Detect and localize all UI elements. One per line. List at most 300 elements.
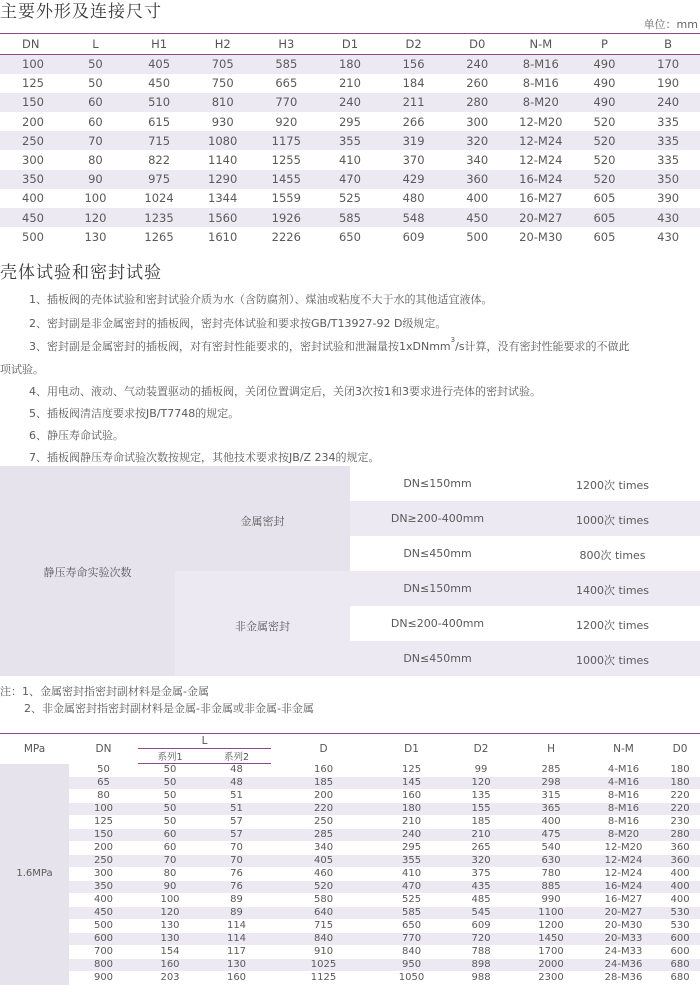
table-cell: 510 (127, 93, 191, 112)
table-row (0, 972, 700, 985)
col-header: D2 (382, 34, 446, 55)
table-cell: 490 (573, 55, 637, 74)
life-test-row: DN≤150mm 1400次 times (350, 571, 700, 606)
table-cell: 600 (69, 933, 138, 946)
table-cell: 220 (660, 803, 700, 816)
table-cell: 90 (64, 170, 128, 189)
pressure-cell: 1.6MPa (0, 764, 69, 985)
table-cell: 450 (445, 208, 509, 227)
table-cell: 1140 (191, 150, 255, 169)
table-cell: 430 (636, 208, 700, 227)
table-cell: 4-M16 (587, 777, 660, 790)
table-cell: 150 (69, 829, 138, 842)
table-cell: 600 (660, 933, 700, 946)
table-cell: 400 (445, 189, 509, 208)
note-item: 注：1、金属密封指密封副材料是金属-金属 (0, 685, 209, 698)
table-cell: 1024 (127, 189, 191, 208)
table-row (0, 933, 700, 946)
life-test-row: DN≤200-400mm 1200次 times (350, 606, 700, 641)
table-cell: 548 (382, 208, 446, 227)
section-title-dimensions: 主要外形及连接尺寸 (0, 2, 162, 22)
table-cell: 160 (376, 790, 447, 803)
table-cell: 585 (318, 208, 382, 227)
table-cell: 470 (318, 170, 382, 189)
metal-seal-cell: 金属密封 (175, 466, 350, 571)
table-cell: 12-M24 (587, 868, 660, 881)
table-cell: 8-M16 (509, 55, 573, 74)
table-cell: 125 (0, 74, 64, 93)
table-cell: 20-M27 (587, 907, 660, 920)
table-cell: 950 (376, 959, 447, 972)
table-cell: 200 (0, 112, 64, 131)
table-cell: 605 (573, 227, 637, 246)
table-cell: 160 (202, 972, 271, 985)
table-cell: 780 (515, 868, 587, 881)
table-cell: 650 (318, 227, 382, 246)
col-header-dn: DN (69, 734, 138, 764)
table-row (0, 777, 700, 790)
table-cell: 788 (447, 946, 515, 959)
table-cell: 350 (0, 170, 64, 189)
table-cell: 340 (271, 842, 376, 855)
table-cell: 250 (271, 816, 376, 829)
table-cell: 525 (318, 189, 382, 208)
table-row (0, 803, 700, 816)
col-header: H1 (127, 34, 191, 55)
table-cell: 545 (447, 907, 515, 920)
table-row (0, 764, 700, 777)
table-cell: 405 (127, 55, 191, 74)
table-cell: 1080 (191, 131, 255, 150)
table-cell: 920 (255, 112, 319, 131)
table-cell: 680 (660, 959, 700, 972)
table-cell: 210 (376, 816, 447, 829)
table-cell: 1265 (127, 227, 191, 246)
table-cell: 1700 (515, 946, 587, 959)
table-row (0, 189, 700, 208)
table-cell: 76 (202, 881, 271, 894)
table-cell: 705 (191, 55, 255, 74)
table-cell: 89 (202, 907, 271, 920)
life-test-row: DN≤150mm 1200次 times (350, 466, 700, 501)
table-cell: 800 (69, 959, 138, 972)
table-cell: 715 (271, 920, 376, 933)
table-cell: 130 (138, 920, 202, 933)
table-cell: 605 (573, 208, 637, 227)
table-cell: 665 (255, 74, 319, 93)
table-cell: 355 (376, 855, 447, 868)
table-cell: 120 (447, 777, 515, 790)
table-cell: 250 (69, 855, 138, 868)
table-cell: 200 (69, 842, 138, 855)
table-cell: 335 (636, 112, 700, 131)
table-cell: 24-M33 (587, 946, 660, 959)
table-cell: 240 (376, 829, 447, 842)
table-cell: 180 (660, 777, 700, 790)
requirement-item: 7、插板阀静压寿命试验次数按规定，其他技术要求按JB/Z 234的规定。 (29, 451, 380, 464)
table-cell: 50 (64, 74, 128, 93)
table-cell: 460 (271, 868, 376, 881)
table-cell: 840 (376, 946, 447, 959)
requirement-item: 2、密封副是非金属密封的插板阀，密封壳体试验和要求按GB/T13927-92 D级规定。 (29, 317, 447, 330)
table-cell: 400 (515, 816, 587, 829)
table-cell: 1255 (255, 150, 319, 169)
table-cell: 65 (69, 777, 138, 790)
table-cell: 1610 (191, 227, 255, 246)
table-cell: 720 (447, 933, 515, 946)
table-cell: 525 (376, 894, 447, 907)
table-cell: 840 (271, 933, 376, 946)
table-cell: 580 (271, 894, 376, 907)
table-cell: 184 (382, 74, 446, 93)
table-cell: 145 (376, 777, 447, 790)
table-cell: 1175 (255, 131, 319, 150)
table-cell: 680 (660, 972, 700, 985)
table-cell: 8-M16 (587, 803, 660, 816)
table-cell: 50 (138, 803, 202, 816)
table-cell: 295 (318, 112, 382, 131)
requirement-item-continued: 项试验。 (0, 363, 44, 376)
note-item: 2、非金属密封指密封副材料是金属-非金属或非金属-非金属 (24, 702, 314, 715)
table-cell: 50 (138, 764, 202, 777)
table-cell: 585 (255, 55, 319, 74)
col-header-d: D (271, 734, 376, 764)
table-cell: 230 (660, 816, 700, 829)
table-cell: 350 (636, 170, 700, 189)
table-cell: 300 (445, 112, 509, 131)
table-cell: 280 (660, 829, 700, 842)
table-cell: 1560 (191, 208, 255, 227)
table-cell: 180 (318, 55, 382, 74)
table-cell: 100 (69, 803, 138, 816)
table-cell: 1290 (191, 170, 255, 189)
table-cell: 285 (515, 764, 587, 777)
life-test-row: DN≤450mm 1000次 times (350, 641, 700, 676)
table-row (0, 868, 700, 881)
table-cell: 365 (515, 803, 587, 816)
table-cell: 520 (573, 112, 637, 131)
col-header-series1: 系列1 (138, 749, 202, 764)
table-cell: 20-M27 (509, 208, 573, 227)
section-title-tests: 壳体试验和密封试验 (0, 263, 162, 283)
table-cell: 12-M24 (509, 150, 573, 169)
table-cell: 60 (138, 842, 202, 855)
table-cell: 898 (447, 959, 515, 972)
table-cell: 250 (0, 131, 64, 150)
table-cell: 20-M30 (509, 227, 573, 246)
table-cell: 715 (127, 131, 191, 150)
table-cell: 2000 (515, 959, 587, 972)
table-cell: 2300 (515, 972, 587, 985)
table-cell: 1344 (191, 189, 255, 208)
col-header-h: H (515, 734, 587, 764)
table-cell: 28-M36 (587, 972, 660, 985)
table-cell: 240 (445, 55, 509, 74)
requirement-item: 4、用电动、液动、气动装置驱动的插板阀，关闭位置调定后，关闭3次按1和3要求进行壳体的密封试验。 (29, 385, 541, 398)
table-cell: 80 (138, 868, 202, 881)
table-cell: 1450 (515, 933, 587, 946)
table-cell: 300 (0, 150, 64, 169)
table-cell: 70 (202, 842, 271, 855)
table-cell: 180 (660, 764, 700, 777)
table-cell: 8-M16 (587, 790, 660, 803)
table-cell: 520 (573, 131, 637, 150)
table-cell: 70 (64, 131, 128, 150)
table-cell: 24-M36 (587, 959, 660, 972)
table-cell: 300 (69, 868, 138, 881)
col-header: H3 (255, 34, 319, 55)
table-cell: 315 (515, 790, 587, 803)
col-header-series2: 系列2 (202, 749, 271, 764)
table-cell: 50 (138, 790, 202, 803)
table-cell: 475 (515, 829, 587, 842)
table-cell: 609 (447, 920, 515, 933)
table-cell: 154 (138, 946, 202, 959)
col-header: N-M (509, 34, 573, 55)
table-cell: 12-M24 (509, 131, 573, 150)
table-cell: 1125 (271, 972, 376, 985)
table-cell: 160 (138, 959, 202, 972)
table-cell: 16-M27 (587, 894, 660, 907)
table-cell: 12-M20 (509, 112, 573, 131)
table-cell: 435 (447, 881, 515, 894)
table-row (0, 227, 700, 246)
table-cell: 12-M24 (587, 855, 660, 868)
table-cell: 135 (447, 790, 515, 803)
requirement-item: 3、密封副是金属密封的插板阀，对有密封性能要求的，密封试验和泄漏量按1xDNmm$^3$/s计算，没有密封性能要求的不做此 (29, 336, 630, 353)
requirement-item: 6、静压寿命试验。 (29, 429, 124, 442)
table-cell: 99 (447, 764, 515, 777)
table-cell: 1926 (255, 208, 319, 227)
table-row (0, 790, 700, 803)
table-cell: 520 (271, 881, 376, 894)
table-cell: 185 (447, 816, 515, 829)
table-cell: 500 (445, 227, 509, 246)
col-header: L (64, 34, 128, 55)
table-cell: 320 (447, 855, 515, 868)
table-cell: 76 (202, 868, 271, 881)
table-cell: 520 (573, 170, 637, 189)
table-cell: 520 (573, 150, 637, 169)
table-cell: 170 (636, 55, 700, 74)
col-header-nm: N-M (587, 734, 660, 764)
table-cell: 410 (318, 150, 382, 169)
table-cell: 1100 (515, 907, 587, 920)
table-cell: 375 (447, 868, 515, 881)
table-cell: 1235 (127, 208, 191, 227)
table-cell: 1200 (515, 920, 587, 933)
table-cell: 429 (382, 170, 446, 189)
table-cell: 430 (636, 227, 700, 246)
table-cell: 822 (127, 150, 191, 169)
col-header-d0: D0 (660, 734, 700, 764)
table-cell: 70 (202, 855, 271, 868)
table-row (0, 920, 700, 933)
requirement-item: 1、插板阀的壳体试验和密封试验介质为水（含防腐剂）、煤油或粘度不大于水的其他适宜液体。 (29, 293, 493, 306)
table-cell: 210 (447, 829, 515, 842)
table-cell: 16-M24 (509, 170, 573, 189)
col-header: DN (0, 34, 64, 55)
table-cell: 770 (376, 933, 447, 946)
life-test-label-cell: 静压寿命实验次数 (0, 466, 175, 676)
table-cell: 120 (64, 208, 128, 227)
table-cell: 410 (376, 868, 447, 881)
table-cell: 51 (202, 790, 271, 803)
table-row (0, 894, 700, 907)
table-cell: 585 (376, 907, 447, 920)
table-cell: 50 (138, 777, 202, 790)
dimensions-table (0, 33, 700, 246)
table3-header (0, 734, 700, 749)
table-cell: 298 (515, 777, 587, 790)
table-cell: 1025 (271, 959, 376, 972)
table-cell: 650 (376, 920, 447, 933)
table-cell: 605 (573, 189, 637, 208)
table-row (0, 131, 700, 150)
table-cell: 335 (636, 150, 700, 169)
table-cell: 480 (382, 189, 446, 208)
col-header-mpa: MPa (0, 734, 69, 764)
table-cell: 130 (64, 227, 128, 246)
table-cell: 500 (69, 920, 138, 933)
table-cell: 390 (636, 189, 700, 208)
table-cell: 220 (660, 790, 700, 803)
table-row (0, 816, 700, 829)
table-cell: 450 (0, 208, 64, 227)
col-header-d2: D2 (447, 734, 515, 764)
table-cell: 89 (202, 894, 271, 907)
table-cell: 266 (382, 112, 446, 131)
table-cell: 265 (447, 842, 515, 855)
table-cell: 400 (0, 189, 64, 208)
table-cell: 4-M16 (587, 764, 660, 777)
table-row (0, 881, 700, 894)
table-cell: 370 (382, 150, 446, 169)
table-row (0, 829, 700, 842)
table-cell: 50 (69, 764, 138, 777)
col-header-l: L (138, 734, 271, 749)
table-cell: 220 (271, 803, 376, 816)
col-header: P (573, 34, 637, 55)
table-cell: 930 (191, 112, 255, 131)
table-row (0, 150, 700, 169)
table-cell: 50 (138, 816, 202, 829)
table-cell: 240 (318, 93, 382, 112)
table-cell: 114 (202, 933, 271, 946)
table-cell: 280 (445, 93, 509, 112)
table-cell: 500 (0, 227, 64, 246)
table-cell: 810 (191, 93, 255, 112)
table-cell: 180 (376, 803, 447, 816)
table-cell: 260 (445, 74, 509, 93)
table-row (0, 74, 700, 93)
table-row (0, 842, 700, 855)
table-cell: 100 (0, 55, 64, 74)
table-cell: 1455 (255, 170, 319, 189)
table-cell: 2226 (255, 227, 319, 246)
table-row (0, 855, 700, 868)
table-cell: 885 (515, 881, 587, 894)
table-row (0, 946, 700, 959)
pressure-dimensions-table (0, 733, 700, 985)
table-row (0, 55, 700, 74)
table-cell: 988 (447, 972, 515, 985)
table-cell: 360 (660, 842, 700, 855)
col-header: B (636, 34, 700, 55)
table-cell: 990 (515, 894, 587, 907)
life-test-row: DN≥200-400mm 1000次 times (350, 501, 700, 536)
table-cell: 200 (271, 790, 376, 803)
table-cell: 600 (660, 946, 700, 959)
table-cell: 700 (69, 946, 138, 959)
table-cell: 450 (69, 907, 138, 920)
dimensions-table-header (0, 34, 700, 55)
table-cell: 319 (382, 131, 446, 150)
table-cell: 900 (69, 972, 138, 985)
table-cell: 240 (636, 93, 700, 112)
table-cell: 1050 (376, 972, 447, 985)
table-cell: 130 (202, 959, 271, 972)
table-cell: 210 (318, 74, 382, 93)
table-cell: 8-M16 (587, 816, 660, 829)
table-cell: 490 (573, 74, 637, 93)
table-cell: 51 (202, 803, 271, 816)
table-cell: 360 (445, 170, 509, 189)
table-cell: 125 (69, 816, 138, 829)
table-cell: 48 (202, 764, 271, 777)
table-cell: 355 (318, 131, 382, 150)
table-cell: 285 (271, 829, 376, 842)
life-test-row: DN≤450mm 800次 times (350, 536, 700, 571)
table-cell: 770 (255, 93, 319, 112)
table-cell: 16-M27 (509, 189, 573, 208)
table-cell: 450 (127, 74, 191, 93)
table-row (0, 112, 700, 131)
table-cell: 609 (382, 227, 446, 246)
table-cell: 400 (660, 894, 700, 907)
table-cell: 340 (445, 150, 509, 169)
table-cell: 360 (660, 855, 700, 868)
table-cell: 400 (69, 894, 138, 907)
table-cell: 155 (447, 803, 515, 816)
table-cell: 12-M20 (587, 842, 660, 855)
table-row (0, 959, 700, 972)
table-cell: 485 (447, 894, 515, 907)
table-cell: 57 (202, 829, 271, 842)
table-cell: 350 (69, 881, 138, 894)
col-header: D1 (318, 34, 382, 55)
table-cell: 100 (64, 189, 128, 208)
table-cell: 400 (660, 881, 700, 894)
table-cell: 150 (0, 93, 64, 112)
table-cell: 70 (138, 855, 202, 868)
table-row (0, 208, 700, 227)
table-cell: 130 (138, 933, 202, 946)
table-cell: 910 (271, 946, 376, 959)
unit-label: 单位：mm (643, 18, 698, 31)
table-cell: 60 (64, 93, 128, 112)
table-cell: 335 (636, 131, 700, 150)
table-cell: 8-M16 (509, 74, 573, 93)
table-row (0, 93, 700, 112)
table-cell: 630 (515, 855, 587, 868)
table-cell: 615 (127, 112, 191, 131)
table-cell: 160 (271, 764, 376, 777)
table-cell: 80 (69, 790, 138, 803)
col-header-d1: D1 (376, 734, 447, 764)
table-cell: 48 (202, 777, 271, 790)
table-cell: 295 (376, 842, 447, 855)
